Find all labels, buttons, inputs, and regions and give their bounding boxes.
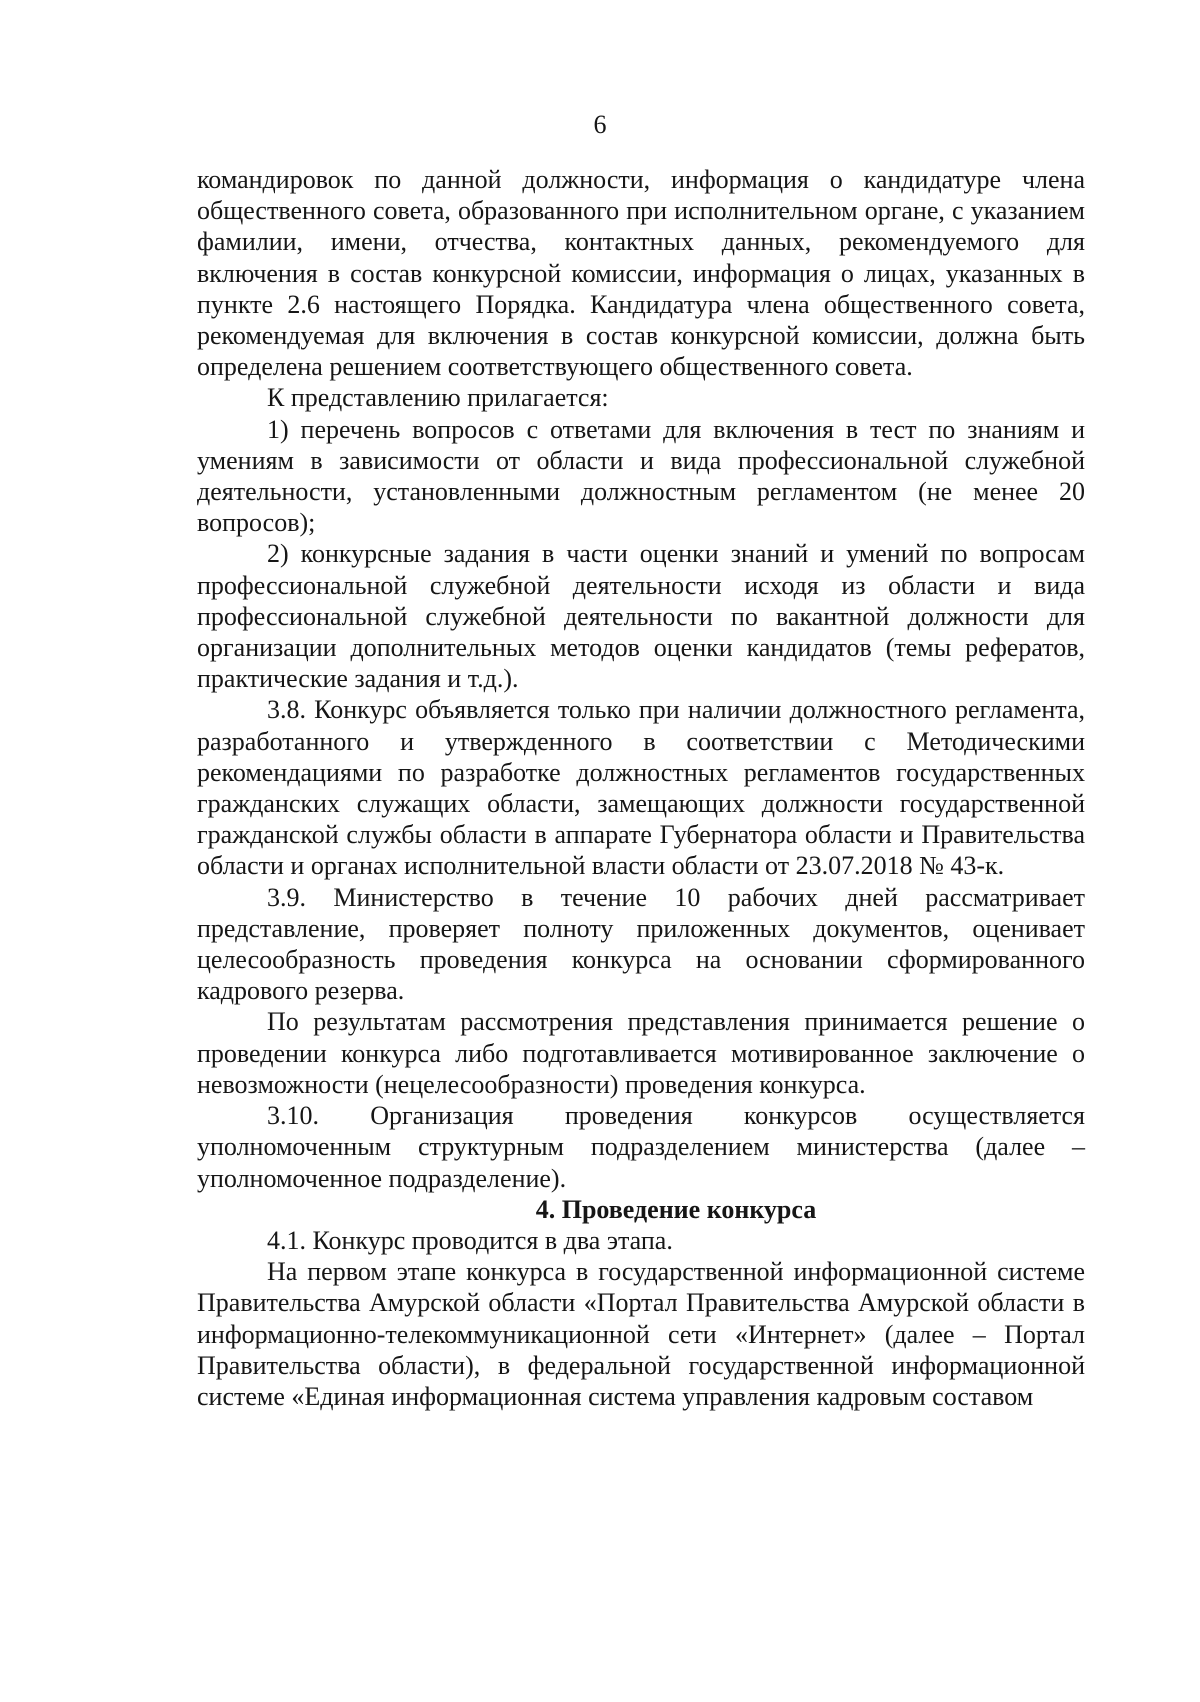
paragraph-attachments-intro: К представлению прилагается: (267, 383, 609, 413)
document-body (197, 164, 1085, 1412)
paragraph-continuation: командировок по данной должности, информация о кандидатуре члена общественного совета, образованного при исполнительном органе, с указанием фамилии, имени, отчества, контактных данных, рекомендуемого для включения в состав конкурсной комиссии, информация о лицах, указанных в пункте 2.6 настоящего Порядка. Кандидатура члена общественного совета, рекомендуемая для включения в состав конкурсной комиссии, должна быть определена решением соответствующего общественного совета. (197, 165, 1085, 382)
paragraph-3-8: 3.8. Конкурс объявляется только при наличии должностного регламента, разработанного и утвержденного в соответствии с Методическими рекомендациями по разработке должностных регламентов государственных гражданских служащих области, замещающих должности государственной гражданской службы области в аппарате Губернатора области и Правительства области и органах исполнительной власти области от 23.07.2018 № 43-к. (197, 695, 1085, 881)
paragraph-3-10: 3.10. Организация проведения конкурсов осуществляется уполномоченным структурным подразделением министерства (далее – уполномоченное подразделение). (197, 1101, 1085, 1193)
paragraph-item-2: 2) конкурсные задания в части оценки знаний и умений по вопросам профессиональной служебной деятельности исходя из области и вида профессиональной служебной деятельности по вакантной должности для организации дополнительных методов оценки кандидатов (темы рефератов, практические задания и т.д.). (197, 539, 1085, 694)
paragraph-item-1: 1) перечень вопросов с ответами для включения в тест по знаниям и умениям в зависимости от области и вида профессиональной служебной деятельности, установленными должностным регламентом (не менее 20 вопросов); (197, 414, 1085, 538)
paragraph-first-stage: На первом этапе конкурса в государственной информационной системе Правительства Амурской области «Портал Правительства Амурской области в информационно-телекоммуникационной сети «Интернет» (далее – Портал Правительства области), в федеральной государственной информационной системе «Единая информационная система управления кадровым составом (197, 1257, 1085, 1411)
page-number: 6 (593, 110, 607, 139)
paragraph-4-1: 4.1. Конкурс проводится в два этапа. (267, 1225, 673, 1255)
paragraph-decision: По результатам рассмотрения представления принимается решение о проведении конкурса либо подготавливается мотивированное заключение о невозможности (нецелесообразности) проведения конкурса. (197, 1007, 1085, 1099)
section-heading: 4. Проведение конкурса (535, 1194, 817, 1224)
paragraph-3-9: 3.9. Министерство в течение 10 рабочих дней рассматривает представление, проверяет полноту приложенных документов, оценивает целесообразность проведения конкурса на основании сформированного кадрового резерва. (197, 882, 1085, 1006)
